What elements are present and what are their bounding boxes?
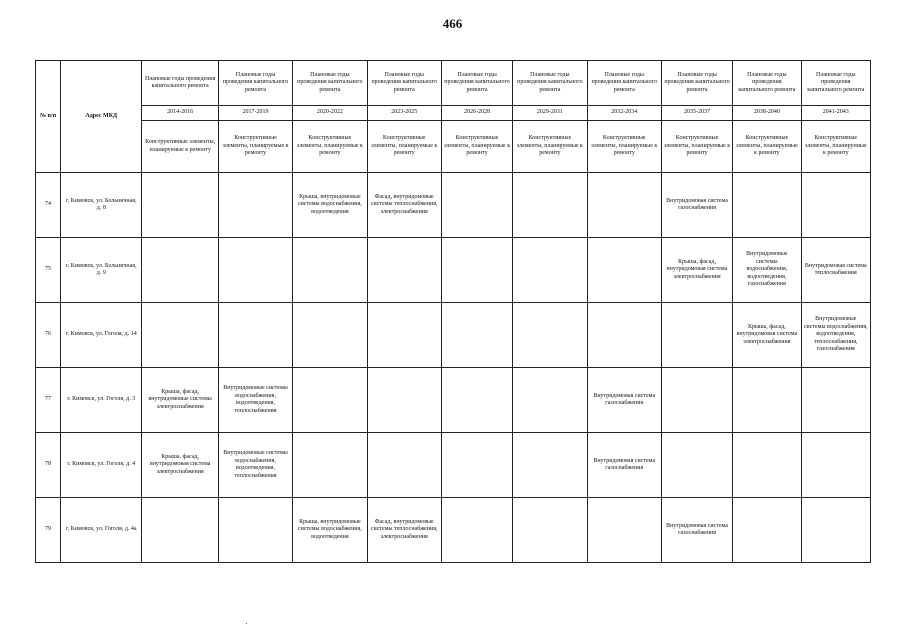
repair-cell: Внутридомовая система теплоснабжения: [801, 238, 870, 303]
table-row: [36, 173, 871, 238]
repair-cell: Крыша, фасад, внутридомовые системы электроснабжения: [142, 368, 218, 433]
table-row: [36, 498, 871, 563]
row-number: 76: [36, 303, 61, 368]
header-years: 2023-2025: [367, 106, 441, 121]
repair-cell: [293, 433, 367, 498]
repair-cell: Внутридомовая система газоснабжения: [587, 433, 661, 498]
repair-cell: Фасад, внутридомовые системы теплоснабжения, электроснабжения: [367, 498, 441, 563]
repair-cell: [733, 368, 801, 433]
table-row: [36, 368, 871, 433]
header-row-titles: [36, 61, 871, 106]
repair-cell: [587, 303, 661, 368]
header-period-title: Плановые годы проведения капитального ремонта: [218, 61, 292, 106]
repair-cell: Крыша, фасад, внутридомовая система электроснабжения: [142, 433, 218, 498]
table-row: [36, 303, 871, 368]
repair-cell: [441, 238, 512, 303]
repair-cell: Внутридомовая система газоснабжения: [661, 498, 732, 563]
repair-cell: Крыша, фасад, внутридомовая система электроснабжения: [733, 303, 801, 368]
repair-cell: [733, 173, 801, 238]
repair-cell: Крыша, внутридомовые системы водоснабжения, водоотведения: [293, 173, 367, 238]
header-elements: Конструктивные элементы, планируемые к ремонту: [367, 121, 441, 173]
header-years: 2014-2016: [142, 106, 218, 121]
repair-cell: [513, 498, 587, 563]
table-row: [36, 433, 871, 498]
row-address: г. Кимовск, ул. Гоголя, д. 4: [61, 433, 142, 498]
header-elements: Конструктивные элементы, планируемые к ремонту: [293, 121, 367, 173]
header-elements: Конструктивные элементы, планируемые к ремонту: [733, 121, 801, 173]
repair-cell: [801, 368, 870, 433]
header-period-title: Плановые годы проведения капитального ремонта: [587, 61, 661, 106]
header-years: 2026-2028: [441, 106, 512, 121]
repair-cell: [801, 498, 870, 563]
header-years: 2035-2037: [661, 106, 732, 121]
repair-cell: Внутридомовые системы водоснабжения, водоотведения, теплоснабжения, газоснабжения: [801, 303, 870, 368]
header-elements: Конструктивные элементы, планируемые к ремонту: [587, 121, 661, 173]
repair-cell: [367, 303, 441, 368]
repair-cell: [587, 498, 661, 563]
header-elements: Конструктивные элементы, планируемые к ремонту: [142, 121, 218, 173]
repair-cell: [587, 238, 661, 303]
row-address: г. Кимовск, ул. Больничная, д. 8: [61, 173, 142, 238]
row-address: г. Кимовск, ул. Больничная, д. 9: [61, 238, 142, 303]
repair-cell: Внутридомовые системы водоснабжения, водоотведения, теплоснабжения: [218, 368, 292, 433]
header-period-title: Плановые годы проведения капитального ремонта: [367, 61, 441, 106]
header-period-title: Плановые годы проведения капитального ремонта: [801, 61, 870, 106]
capital-repair-table: [35, 60, 871, 563]
row-number: 78: [36, 433, 61, 498]
repair-cell: Внутридомовые системы водоснабжения, водоотведения, газоснабжения: [733, 238, 801, 303]
repair-cell: Фасад, внутридомовые системы теплоснабжения, электроснабжения: [367, 173, 441, 238]
row-number: 79: [36, 498, 61, 563]
repair-cell: [801, 433, 870, 498]
header-elements: Конструктивные элементы, планируемые к ремонту: [513, 121, 587, 173]
header-elements: Конструктивные элементы, планируемые к ремонту: [801, 121, 870, 173]
table-body: [36, 61, 871, 563]
repair-cell: [293, 238, 367, 303]
repair-cell: Внутридомовая система газоснабжения: [587, 368, 661, 433]
header-years: 2017-2019: [218, 106, 292, 121]
repair-cell: [441, 303, 512, 368]
header-period-title: Плановые годы проведения капитального ремонта: [293, 61, 367, 106]
repair-cell: [142, 303, 218, 368]
row-number: 77: [36, 368, 61, 433]
repair-cell: [142, 173, 218, 238]
repair-cell: [661, 303, 732, 368]
repair-cell: [513, 433, 587, 498]
repair-cell: [142, 498, 218, 563]
header-row-elements: [36, 121, 871, 173]
repair-cell: [218, 173, 292, 238]
repair-cell: [733, 498, 801, 563]
repair-cell: [801, 173, 870, 238]
repair-cell: [513, 303, 587, 368]
table-row: [36, 238, 871, 303]
repair-cell: [142, 238, 218, 303]
repair-cell: [513, 368, 587, 433]
header-years: 2032-2034: [587, 106, 661, 121]
repair-cell: [293, 368, 367, 433]
header-period-title: Плановые годы проведения капитального ремонта: [142, 61, 218, 106]
repair-cell: [367, 433, 441, 498]
repair-cell: [367, 368, 441, 433]
repair-cell: [218, 238, 292, 303]
repair-cell: [441, 498, 512, 563]
header-years: 2020-2022: [293, 106, 367, 121]
row-number: 74: [36, 173, 61, 238]
header-years: 2041-2043: [801, 106, 870, 121]
repair-cell: [733, 433, 801, 498]
scan-speck: [246, 623, 247, 624]
header-num: № п/п: [36, 61, 61, 173]
repair-cell: [661, 368, 732, 433]
repair-cell: Внутридомовые системы водоснабжения, водоотведения, теплоснабжения: [218, 433, 292, 498]
header-address: Адрес МКД: [61, 61, 142, 173]
header-years: 2038-2040: [733, 106, 801, 121]
repair-cell: Крыша, фасад, внутридомовая система электроснабжения: [661, 238, 732, 303]
repair-cell: [218, 498, 292, 563]
repair-cell: [513, 173, 587, 238]
row-address: г. Кимовск, ул. Гоголя, д. 4а: [61, 498, 142, 563]
header-period-title: Плановые годы проведения капитального ремонта: [733, 61, 801, 106]
repair-cell: [587, 173, 661, 238]
row-address: г. Кимовск, ул. Гоголя, д. 14: [61, 303, 142, 368]
row-number: 75: [36, 238, 61, 303]
repair-cell: [367, 238, 441, 303]
repair-cell: [218, 303, 292, 368]
row-address: г. Кимовск, ул. Гоголя, д. 3: [61, 368, 142, 433]
repair-cell: [513, 238, 587, 303]
header-period-title: Плановые годы проведения капитального ремонта: [513, 61, 587, 106]
page-number: 466: [442, 16, 463, 31]
repair-cell: Крыша, внутридомовые системы водоснабжения, водоотведения: [293, 498, 367, 563]
repair-cell: [293, 303, 367, 368]
header-elements: Конструктивные элементы, планируемые к ремонту: [661, 121, 732, 173]
header-elements: Конструктивные элементы, планируемые к ремонту: [441, 121, 512, 173]
header-elements: Конструктивные элементы, планируемые к ремонту: [218, 121, 292, 173]
repair-cell: Внутридомовая система газоснабжения: [661, 173, 732, 238]
repair-cell: [441, 433, 512, 498]
repair-cell: [661, 433, 732, 498]
header-period-title: Плановые годы проведения капитального ремонта: [441, 61, 512, 106]
repair-cell: [441, 173, 512, 238]
header-period-title: Плановые годы проведения капитального ремонта: [661, 61, 732, 106]
header-years: 2029-2031: [513, 106, 587, 121]
header-row-years: [36, 106, 871, 121]
repair-cell: [441, 368, 512, 433]
